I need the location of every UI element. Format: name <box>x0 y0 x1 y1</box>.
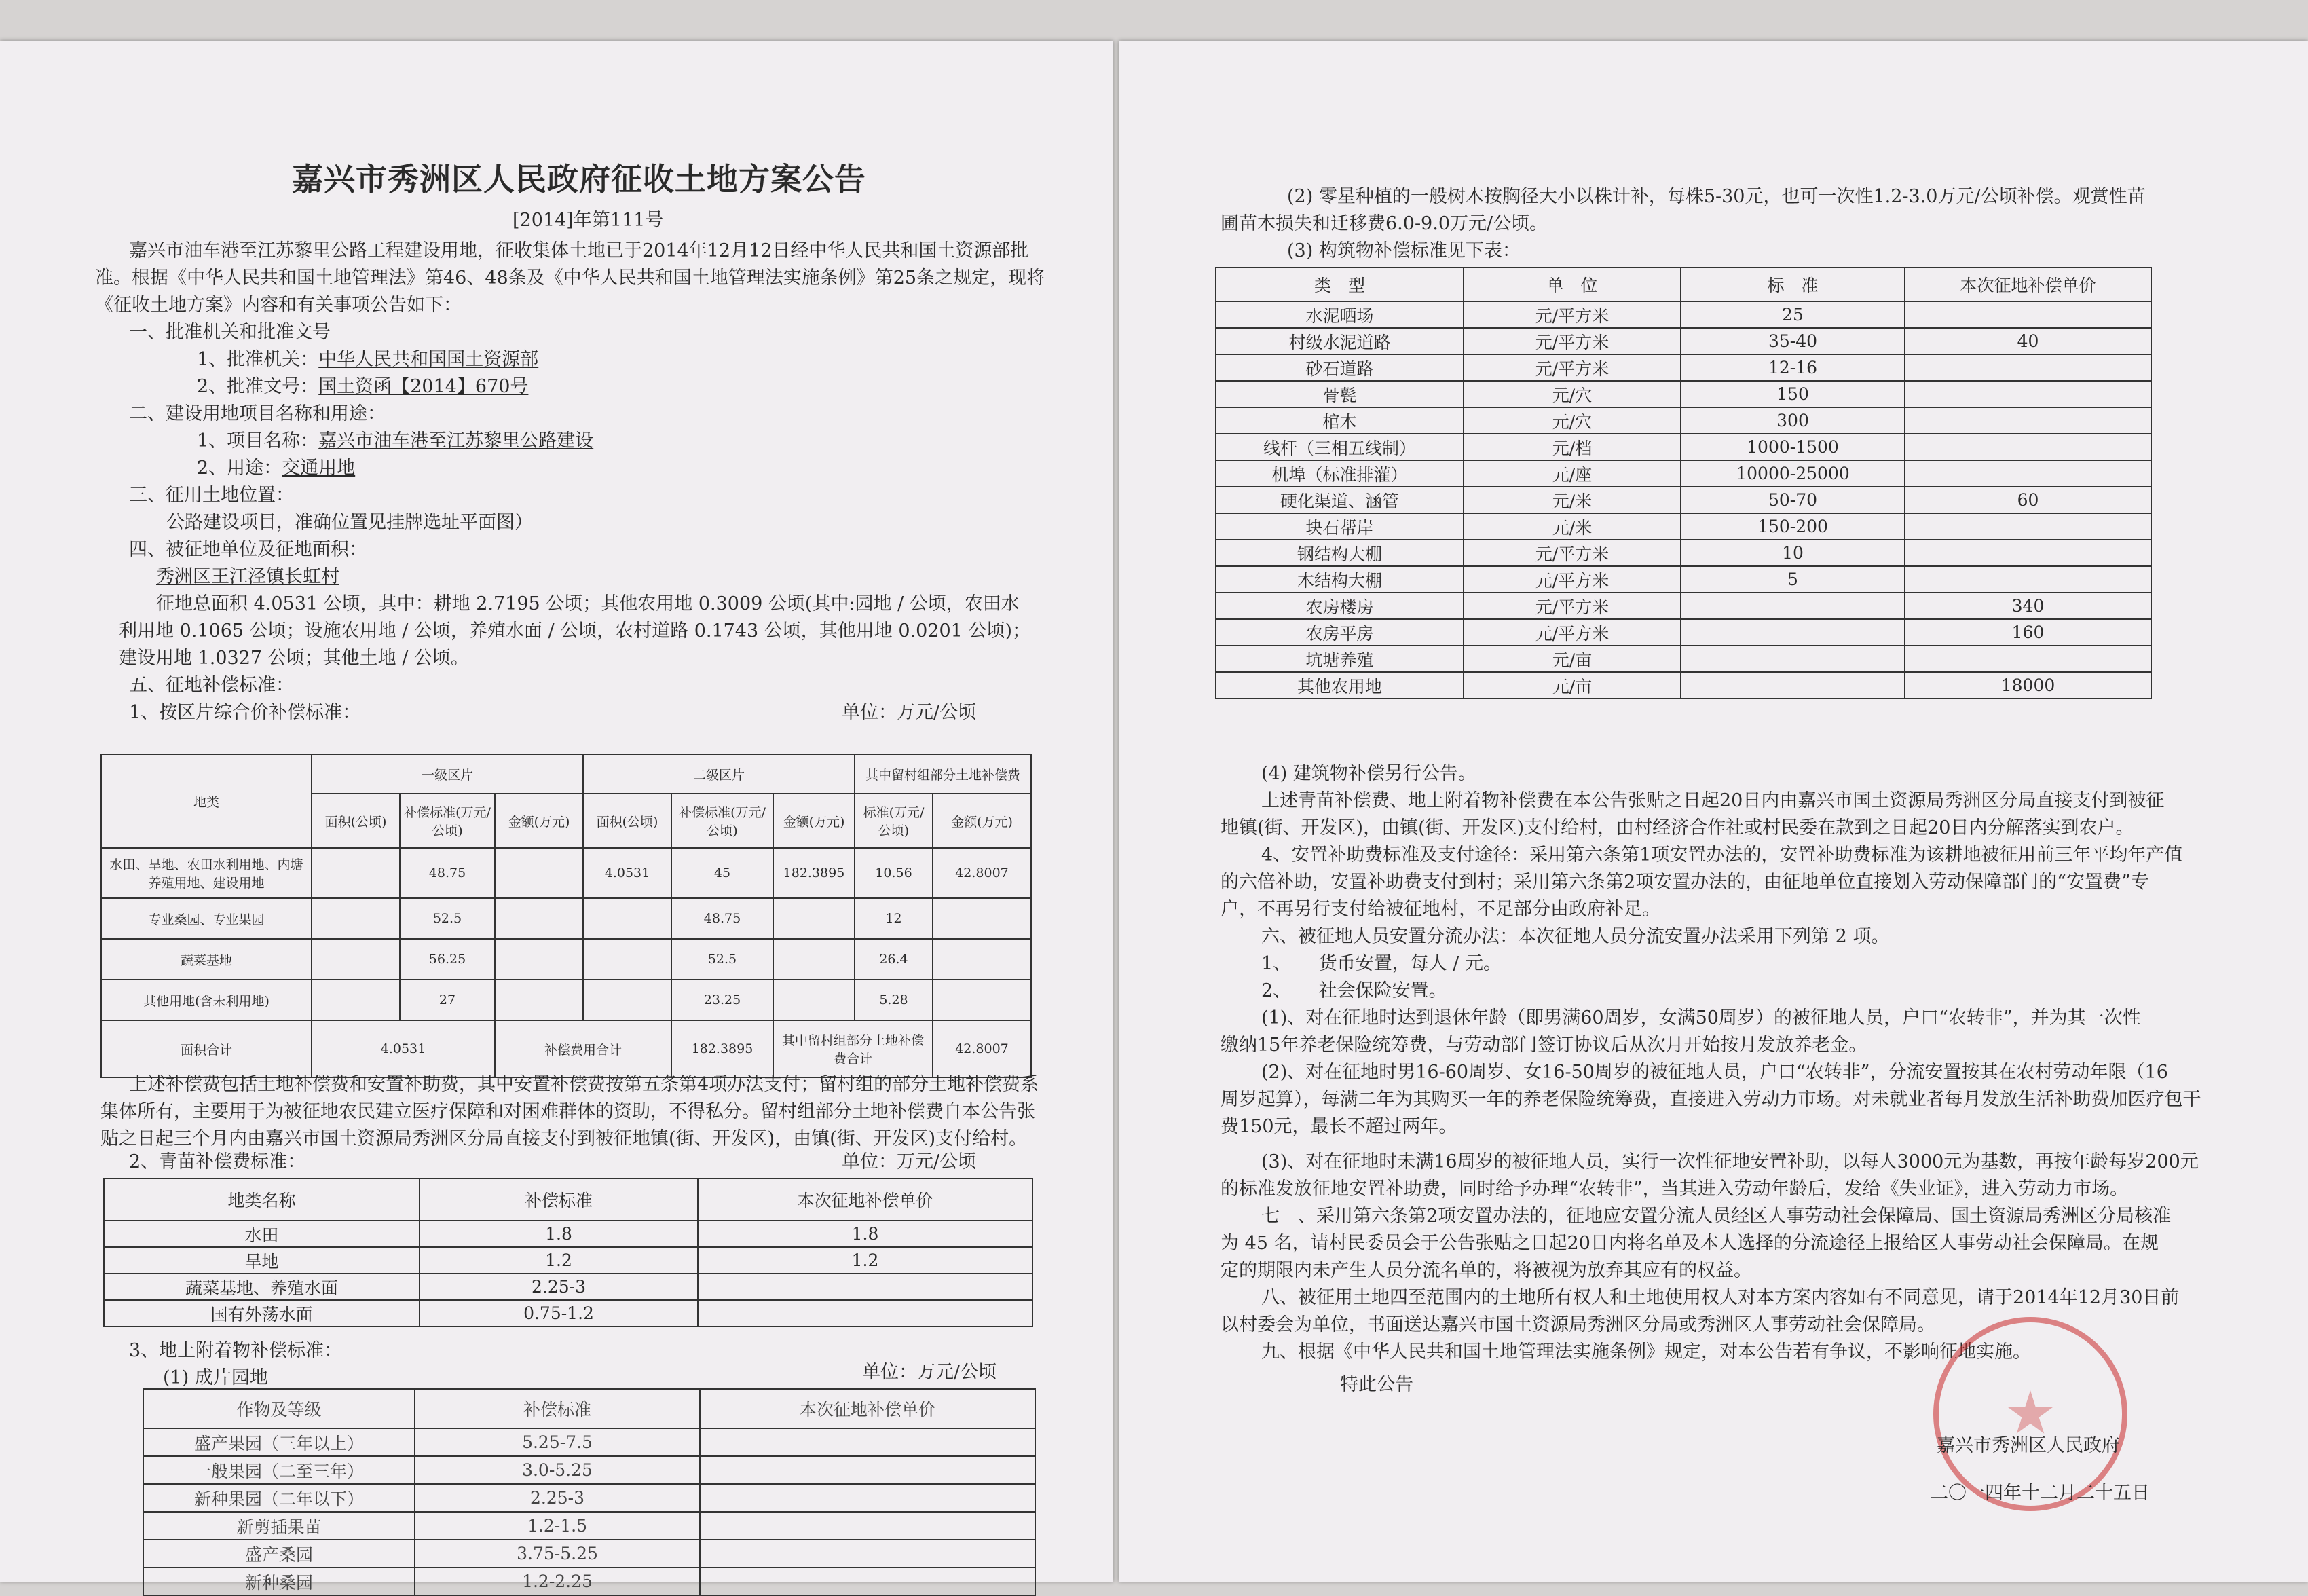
table-cell: 块石帮岸 <box>1216 513 1464 540</box>
unit-label: 单位：万元/公顷 <box>842 1151 977 1172</box>
approval-number: 2、批准文号：国土资函【2014】670号 <box>197 376 529 397</box>
table-row <box>143 1512 1035 1540</box>
unit-label: 单位：万元/公顷 <box>842 702 977 723</box>
table-cell: 元/档 <box>1464 434 1681 460</box>
subsection-heading: 1、按区片综合价补偿标准： <box>129 702 361 723</box>
table-cell: 150-200 <box>1681 513 1905 540</box>
table-cell: 元/座 <box>1464 460 1681 487</box>
table-cell: 26.4 <box>855 939 933 980</box>
table-cell: 砂石道路 <box>1216 354 1464 381</box>
table-cell <box>312 848 400 898</box>
table-cell <box>698 1274 1032 1300</box>
table-cell <box>1681 593 1905 619</box>
table-cell: 10000-25000 <box>1681 460 1905 487</box>
table-cell: 新种桑园 <box>143 1567 415 1595</box>
table-cell: 盛产桑园 <box>143 1540 415 1567</box>
subsection-heading: 2、青苗补偿费标准： <box>129 1151 306 1172</box>
table-cell <box>700 1540 1035 1567</box>
zone-compensation-table <box>100 754 1032 1078</box>
table-cell <box>773 898 855 939</box>
table-cell: 元/亩 <box>1464 672 1681 699</box>
table-cell: 元/米 <box>1464 487 1681 513</box>
table-cell: 元/穴 <box>1464 407 1681 434</box>
table-cell: 木结构大棚 <box>1216 566 1464 593</box>
table-row <box>1216 328 2151 354</box>
table-header: 地类名称 <box>104 1179 420 1221</box>
intro-line: 准。根据《中华人民共和国土地管理法》第46、48条及《中华人民共和国土地管理法实施条例》第25条之规定，现将 <box>95 267 1045 289</box>
table-row <box>1216 381 2151 407</box>
table-row <box>1216 619 2151 646</box>
area-line: 建设用地 1.0327 公顷；其他土地 / 公顷。 <box>119 648 469 669</box>
table-cell: 补偿费用合计 <box>495 1020 671 1077</box>
table-cell: 10 <box>1681 540 1905 566</box>
table-cell: 5.25-7.5 <box>415 1428 700 1456</box>
table-cell: 元/米 <box>1464 513 1681 540</box>
table-cell: 1.8 <box>420 1221 698 1247</box>
table-header: 补偿标准(万元/公顷) <box>671 794 773 848</box>
paragraph-line: 的六倍补助，安置补助费支付到村；采用第六条第2项安置办法的，由征地单位直接划入劳动保障部门的“安置费”专 <box>1221 872 2149 893</box>
table-cell: 18000 <box>1905 672 2151 699</box>
section-heading: 一、批准机关和批准文号 <box>129 322 331 343</box>
paragraph-line: 九、根据《中华人民共和国土地管理法实施条例》规定，对本公告若有争议，不影响征地实施。 <box>1261 1341 2031 1362</box>
table-cell <box>1905 646 2151 672</box>
table-cell: 12 <box>855 898 933 939</box>
intro-line: 《征收土地方案》内容和有关事项公告如下： <box>95 295 462 316</box>
table-cell: 2.25-3 <box>420 1274 698 1300</box>
project-name: 1、项目名称：嘉兴市油车港至江苏黎里公路建设 <box>197 430 594 451</box>
table-cell: 3.0-5.25 <box>415 1456 700 1484</box>
table-cell: 1.2-2.25 <box>415 1567 700 1595</box>
table-cell <box>1681 619 1905 646</box>
table-cell: 5 <box>1681 566 1905 593</box>
table-cell <box>1905 407 2151 434</box>
table-cell: 新种果园（二年以下） <box>143 1484 415 1512</box>
table-cell: 4.0531 <box>583 848 671 898</box>
paragraph-line: 定的期限内未产生人员分流名单的，将被视为放弃其应有的权益。 <box>1221 1260 1752 1281</box>
table-cell: 盛产果园（三年以上） <box>143 1428 415 1456</box>
table-cell <box>495 898 583 939</box>
paragraph-line: (4) 建筑物补偿另行公告。 <box>1261 763 1476 784</box>
table-cell: 42.8007 <box>933 848 1031 898</box>
approval-authority: 1、批准机关：中华人民共和国国土资源部 <box>197 349 539 370</box>
paragraph-line: (2)、对在征地时男16-60周岁、女16-50周岁的被征地人员，户口“农转非”，分流安置按其在农村劳动年限（16 <box>1261 1062 2168 1083</box>
paragraph-line: 费150元，最长不超过两年。 <box>1221 1116 1457 1137</box>
table-header: 类 型 <box>1216 267 1464 301</box>
section-heading: 三、征用土地位置： <box>129 485 294 506</box>
table-cell <box>1905 460 2151 487</box>
table-cell: 300 <box>1681 407 1905 434</box>
table-cell <box>312 980 400 1020</box>
table-cell: 其他农用地 <box>1216 672 1464 699</box>
area-line: 利用地 0.1065 公顷；设施农用地 / 公顷，养殖水面 / 公顷，农村道路 0.1743 公顷，其他用地 0.0201 公顷)； <box>119 620 1030 642</box>
table-cell: 国有外荡水面 <box>104 1300 420 1326</box>
section-heading: 二、建设用地项目名称和用途： <box>129 403 386 424</box>
table-cell: 45 <box>671 848 773 898</box>
seedling-compensation-table <box>103 1178 1033 1327</box>
table-cell: 水泥晒场 <box>1216 301 1464 328</box>
table-header: 本次征地补偿单价 <box>698 1179 1032 1221</box>
table-cell: 元/穴 <box>1464 381 1681 407</box>
paragraph-line: 1、 货币安置，每人 / 元。 <box>1261 953 1502 974</box>
table-cell: 元/亩 <box>1464 646 1681 672</box>
table-cell: 340 <box>1905 593 2151 619</box>
table-header: 地类 <box>101 754 312 848</box>
table-header: 二级区片 <box>583 754 855 794</box>
table-header: 标 准 <box>1681 267 1905 301</box>
issuer-name: 嘉兴市秀洲区人民政府 <box>1937 1435 2120 1456</box>
table-cell: 1.8 <box>698 1221 1032 1247</box>
orchard-compensation-table <box>143 1388 1036 1596</box>
table-cell <box>700 1428 1035 1456</box>
table-cell <box>1905 513 2151 540</box>
table-header: 金额(万元) <box>773 794 855 848</box>
table-cell <box>312 898 400 939</box>
table-cell: 村级水泥道路 <box>1216 328 1464 354</box>
table-cell: 27 <box>400 980 495 1020</box>
paragraph-line: 周岁起算），每满二年为其购买一年的养老保险统筹费，直接进入劳动力市场。对未就业者每月发放生活补助费加医疗包干 <box>1221 1089 2201 1110</box>
table-cell: 机埠（标准排灌） <box>1216 460 1464 487</box>
area-line: 征地总面积 4.0531 公顷，其中：耕地 2.7195 公顷；其他农用地 0.3009 公顷(其中:园地 / 公顷，农田水 <box>156 593 1020 614</box>
table-cell: 0.75-1.2 <box>420 1300 698 1326</box>
table-row <box>1216 672 2151 699</box>
table-cell: 硬化渠道、涵管 <box>1216 487 1464 513</box>
table-row <box>101 898 1031 939</box>
table-row <box>1216 487 2151 513</box>
subsection-heading: 3、地上附着物补偿标准： <box>129 1340 343 1361</box>
table-cell: 旱地 <box>104 1247 420 1274</box>
table-cell: 水田 <box>104 1221 420 1247</box>
table-header: 金额(万元) <box>495 794 583 848</box>
table-cell: 蔬菜基地、养殖水面 <box>104 1274 420 1300</box>
table-header: 面积(公顷) <box>312 794 400 848</box>
table-header: 作物及等级 <box>143 1389 415 1428</box>
section-heading: 六、被征地人员安置分流办法：本次征地人员分流安置办法采用下列第 2 项。 <box>1261 926 1890 947</box>
table-row <box>143 1428 1035 1456</box>
paragraph-line: 上述青苗补偿费、地上附着物补偿费在本公告张贴之日起20日内由嘉兴市国土资源局秀洲区分局直接支付到被征 <box>1261 790 2165 811</box>
table-cell <box>1905 566 2151 593</box>
table-cell: 2.25-3 <box>415 1484 700 1512</box>
table-row <box>143 1456 1035 1484</box>
paragraph-line: 4、安置补助费标准及支付途径：采用第六条第1项安置办法的，安置补助费标准为该耕地被征用前三年平均年产值 <box>1261 845 2183 866</box>
intro-line: 嘉兴市油车港至江苏黎里公路工程建设用地，征收集体土地已于2014年12月12日经中华人民共和国土资源部批 <box>129 240 1029 261</box>
table-row <box>1216 646 2151 672</box>
star-icon <box>2007 1390 2054 1438</box>
table-cell <box>1905 434 2151 460</box>
table-cell <box>700 1456 1035 1484</box>
table-cell <box>773 980 855 1020</box>
paragraph-line: 以村委会为单位，书面送达嘉兴市国土资源局秀洲区分局或秀洲区人事劳动社会保障局。 <box>1221 1314 1935 1335</box>
unit-label: 单位：万元/公顷 <box>862 1362 997 1383</box>
issue-date: 二〇一四年十二月二十五日 <box>1930 1483 2150 1504</box>
table-cell <box>933 980 1031 1020</box>
table-cell: 150 <box>1681 381 1905 407</box>
paragraph-line: 为 45 名，请村民委员会于公告张贴之日起20日内将名单及本人选择的分流途径上报给区人事劳动社会保障局。在规 <box>1221 1233 2159 1254</box>
table-footer-row <box>101 1020 1031 1077</box>
table-cell <box>700 1567 1035 1595</box>
table-cell <box>700 1512 1035 1540</box>
table-cell: 专业桑园、专业果园 <box>101 898 312 939</box>
table-row <box>1216 566 2151 593</box>
table-cell: 农房平房 <box>1216 619 1464 646</box>
table-cell: 骨甏 <box>1216 381 1464 407</box>
table-cell: 水田、旱地、农田水利用地、内塘养殖用地、建设用地 <box>101 848 312 898</box>
structure-compensation-table <box>1215 267 2152 699</box>
paragraph-line: 地镇(街、开发区)，由镇(街、开发区)支付给村，由村经济合作社或村民委在款到之日起20日内分解落实到农户。 <box>1221 817 2134 838</box>
table-cell <box>698 1300 1032 1326</box>
table-cell: 60 <box>1905 487 2151 513</box>
table-cell <box>495 848 583 898</box>
table-row <box>1216 593 2151 619</box>
table-header: 金额(万元) <box>933 794 1031 848</box>
paragraph-line: (3)、对在征地时未满16周岁的被征地人员，实行一次性征地安置补助，以每人3000元为基数，再按年龄每岁200元 <box>1261 1151 2199 1172</box>
table-cell: 1000-1500 <box>1681 434 1905 460</box>
table-row <box>143 1484 1035 1512</box>
table-cell <box>933 939 1031 980</box>
table-cell: 钢结构大棚 <box>1216 540 1464 566</box>
left-page <box>0 41 1113 1593</box>
table-cell <box>583 980 671 1020</box>
table-cell: 其中留村组部分土地补偿费合计 <box>773 1020 933 1077</box>
section-heading: 四、被征地单位及征地面积： <box>129 539 367 560</box>
table-cell: 23.25 <box>671 980 773 1020</box>
right-page <box>1119 41 2308 1582</box>
table-cell: 一般果园（二至三年） <box>143 1456 415 1484</box>
table-header: 本次征地补偿单价 <box>700 1389 1035 1428</box>
table-cell: 25 <box>1681 301 1905 328</box>
table-cell: 线杆（三相五线制） <box>1216 434 1464 460</box>
subsection-heading: (3) 构筑物补偿标准见下表： <box>1287 240 1521 261</box>
table-cell: 元/平方米 <box>1464 354 1681 381</box>
paragraph-line: 缴纳15年养老保险统筹费，与劳动部门签订协议后从次月开始按月发放养老金。 <box>1221 1035 1867 1056</box>
land-unit: 秀洲区王江泾镇长虹村 <box>156 566 339 587</box>
table-cell <box>495 939 583 980</box>
table-cell: 坑塘养殖 <box>1216 646 1464 672</box>
paragraph-line: 上述补偿费包括土地补偿费和安置补助费，其中安置补偿费按第五条第4项办法支付；留村组的部分土地补偿费系 <box>129 1074 1039 1095</box>
paragraph-line: 集体所有，主要用于为被征地农民建立医疗保障和对困难群体的资助，不得私分。留村组部分土地补偿费自本公告张 <box>100 1101 1035 1122</box>
table-cell <box>773 939 855 980</box>
paragraph-line: (2) 零星种植的一般树木按胸径大小以株计补，每株5-30元，也可一次性1.2-3.0万元/公顷补偿。观赏性苗 <box>1287 186 2146 207</box>
table-cell: 1.2 <box>420 1247 698 1274</box>
table-header: 补偿标准 <box>415 1389 700 1428</box>
table-row <box>1216 513 2151 540</box>
table-cell: 1.2-1.5 <box>415 1512 700 1540</box>
table-cell <box>1905 354 2151 381</box>
table-cell: 48.75 <box>671 898 773 939</box>
table-cell <box>933 898 1031 939</box>
location-text: 公路建设项目，准确位置见挂牌选址平面图） <box>166 512 533 533</box>
table-cell: 182.3895 <box>671 1020 773 1077</box>
table-row <box>1216 434 2151 460</box>
table-cell: 160 <box>1905 619 2151 646</box>
table-cell <box>1905 381 2151 407</box>
table-cell: 面积合计 <box>101 1020 312 1077</box>
paragraph-line: 的标准发放征地安置补助费，同时给予办理“农转非”，当其进入劳动年龄后，发给《失业证》，进入劳动力市场。 <box>1221 1179 2129 1200</box>
table-header: 一级区片 <box>312 754 583 794</box>
table-row <box>1216 301 2151 328</box>
table-cell: 元/平方米 <box>1464 540 1681 566</box>
table-cell: 4.0531 <box>312 1020 495 1077</box>
table-row <box>1216 354 2151 381</box>
table-cell: 1.2 <box>698 1247 1032 1274</box>
table-cell: 3.75-5.25 <box>415 1540 700 1567</box>
table-cell <box>1905 301 2151 328</box>
table-row <box>101 980 1031 1020</box>
paragraph-line: 2、 社会保险安置。 <box>1261 980 1447 1001</box>
table-cell: 元/平方米 <box>1464 301 1681 328</box>
paragraph-line: 八、被征用土地四至范围内的土地所有权人和土地使用权人对本方案内容如有不同意见，请于2014年12月30日前 <box>1261 1287 2180 1308</box>
table-cell: 蔬菜基地 <box>101 939 312 980</box>
table-header: 标准(万元/公顷) <box>855 794 933 848</box>
paragraph-line: 圃苗木损失和迁移费6.0-9.0万元/公顷。 <box>1221 213 1548 234</box>
table-cell: 42.8007 <box>933 1020 1031 1077</box>
table-header: 补偿标准(万元/公顷) <box>400 794 495 848</box>
table-cell: 12-16 <box>1681 354 1905 381</box>
table-row <box>101 848 1031 898</box>
table-cell: 元/平方米 <box>1464 593 1681 619</box>
table-cell: 5.28 <box>855 980 933 1020</box>
table-cell: 50-70 <box>1681 487 1905 513</box>
table-row <box>104 1221 1032 1247</box>
table-cell <box>583 898 671 939</box>
table-cell: 52.5 <box>400 898 495 939</box>
paragraph-line: 户，不再另行支付给被征地村，不足部分由政府补足。 <box>1221 899 1660 920</box>
table-row <box>101 939 1031 980</box>
table-header: 面积(公顷) <box>583 794 671 848</box>
doc-number: [2014]年第111号 <box>513 210 664 231</box>
table-header: 单 位 <box>1464 267 1681 301</box>
project-use: 2、用途：交通用地 <box>197 458 356 479</box>
table-row <box>104 1274 1032 1300</box>
table-cell: 56.25 <box>400 939 495 980</box>
table-cell <box>700 1484 1035 1512</box>
table-cell: 新剪插果苗 <box>143 1512 415 1540</box>
paragraph-line: 七 、采用第六条第2项安置办法的，征地应安置分流人员经区人事劳动社会保障局、国土资源局秀洲区分局核准 <box>1261 1206 2172 1227</box>
paragraph-line: 贴之日起三个月内由嘉兴市国土资源局秀洲区分局直接支付到被征地镇(街、开发区)，由镇(街、开发区)支付给村。 <box>100 1128 1028 1149</box>
table-cell <box>1905 540 2151 566</box>
table-row <box>143 1540 1035 1567</box>
table-cell: 元/平方米 <box>1464 328 1681 354</box>
table-row <box>1216 540 2151 566</box>
paragraph-line: (1)、对在征地时达到退休年龄（即男满60周岁，女满50周岁）的被征地人员，户口“农转非”，并为其一次性 <box>1261 1007 2141 1028</box>
table-cell: 40 <box>1905 328 2151 354</box>
closing-text: 特此公告 <box>1340 1374 1413 1395</box>
table-cell <box>1681 646 1905 672</box>
table-row <box>104 1300 1032 1326</box>
table-cell: 35-40 <box>1681 328 1905 354</box>
table-cell: 52.5 <box>671 939 773 980</box>
section-heading: 五、征地补偿标准： <box>129 675 294 696</box>
table-cell <box>312 939 400 980</box>
table-header: 补偿标准 <box>420 1179 698 1221</box>
table-cell: 48.75 <box>400 848 495 898</box>
table-header: 其中留村组部分土地补偿费 <box>855 754 1031 794</box>
subsection-heading: (1) 成片园地 <box>163 1367 268 1388</box>
table-cell <box>583 939 671 980</box>
table-cell: 元/平方米 <box>1464 566 1681 593</box>
table-row <box>143 1567 1035 1595</box>
table-cell <box>495 980 583 1020</box>
table-cell: 其他用地(含未利用地) <box>101 980 312 1020</box>
table-cell: 182.3895 <box>773 848 855 898</box>
table-cell <box>1681 672 1905 699</box>
table-cell: 元/平方米 <box>1464 619 1681 646</box>
table-cell: 棺木 <box>1216 407 1464 434</box>
table-row <box>104 1247 1032 1274</box>
table-header: 本次征地补偿单价 <box>1905 267 2151 301</box>
table-cell: 农房楼房 <box>1216 593 1464 619</box>
table-cell: 10.56 <box>855 848 933 898</box>
table-row <box>1216 407 2151 434</box>
page-title: 嘉兴市秀洲区人民政府征收土地方案公告 <box>292 161 866 198</box>
table-row <box>1216 460 2151 487</box>
